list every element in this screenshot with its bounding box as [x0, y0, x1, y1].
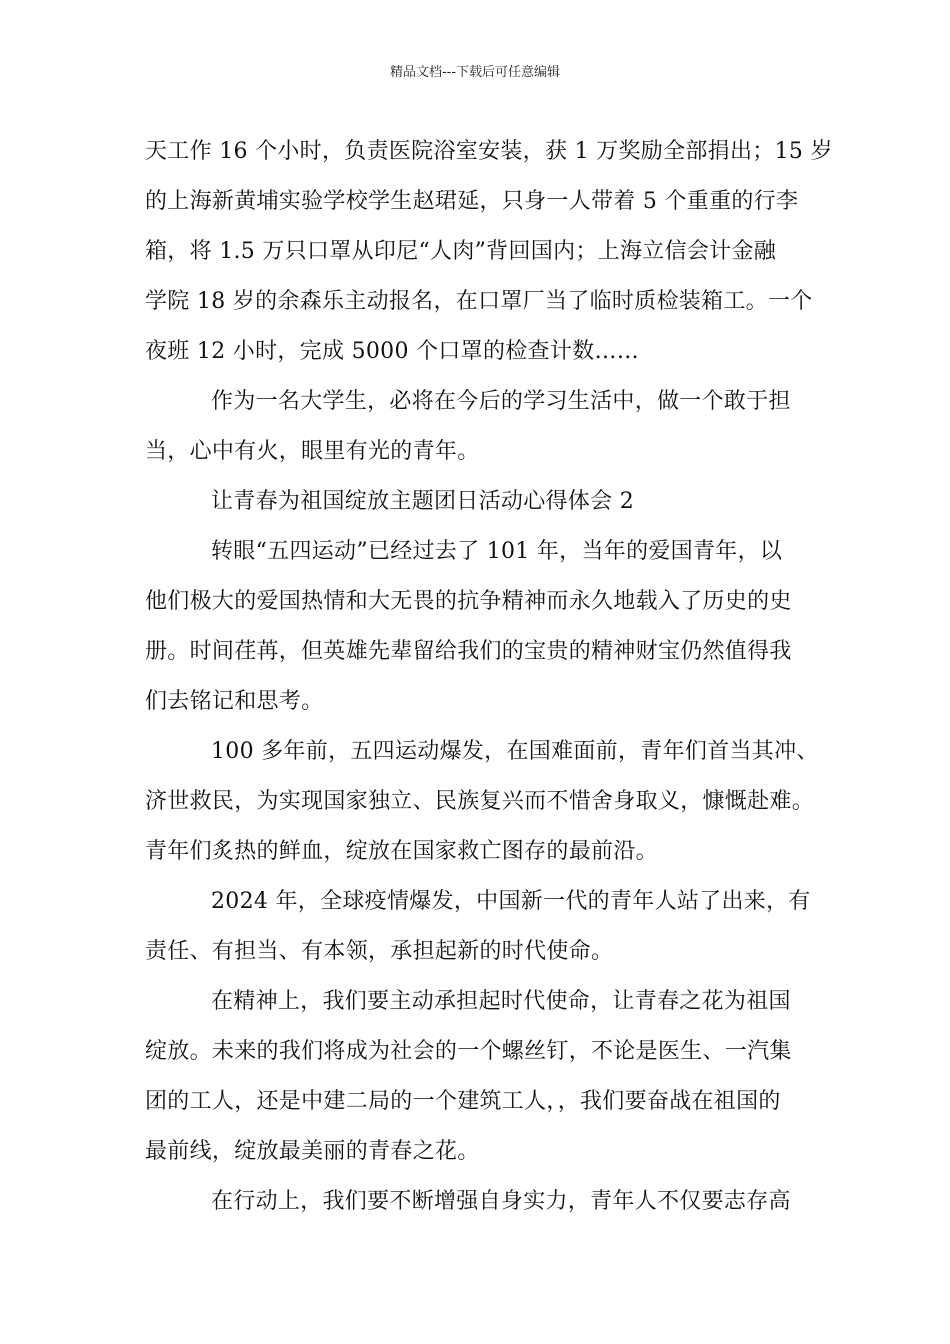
text-line: 箱，将 1.5 万只口罩从印尼“人肉”背回国内；上海立信会计金融 [145, 239, 777, 264]
paragraph-start-line: 在行动上，我们要不断增强自身实力，青年人不仅要志存高 [211, 1189, 791, 1214]
document-body [145, 127, 833, 1227]
section-heading: 让青春为祖国绽放主题团日活动心得体会 2 [211, 489, 634, 514]
text-line: 青年们炙热的鲜血，绽放在国家救亡图存的最前沿。 [145, 839, 658, 864]
text-line: 团的工人，还是中建二局的一个建筑工人，，我们要奋战在祖国的 [145, 1089, 781, 1114]
text-line: 最前线，绽放最美丽的青春之花。 [145, 1139, 480, 1164]
text-line: 天工作 16 个小时，负责医院浴室安装，获 1 万奖励全部捐出；15 岁 [145, 139, 833, 164]
text-line: 们去铭记和思考。 [145, 689, 324, 714]
text-line: 册。时间荏苒，但英雄先辈留给我们的宝贵的精神财宝仍然值得我 [145, 639, 792, 664]
text-line: 济世救民，为实现国家独立、民族复兴而不惜舍身取义，慷慨赴难。 [145, 789, 815, 814]
paragraph-start-line: 在精神上，我们要主动承担起时代使命，让青春之花为祖国 [211, 989, 791, 1014]
text-line: 他们极大的爱国热情和大无畏的抗争精神而永久地载入了历史的史 [145, 589, 792, 614]
paragraph-start-line: 转眼“五四运动”已经过去了 101 年，当年的爱国青年，以 [211, 539, 783, 564]
paragraph-start-line: 作为一名大学生，必将在今后的学习生活中，做一个敢于担 [211, 389, 791, 414]
paragraph-start-line: 100 多年前，五四运动爆发，在国难面前，青年们首当其冲、 [211, 739, 819, 764]
text-line: 学院 18 岁的余森乐主动报名，在口罩厂当了临时质检装箱工。一个 [145, 289, 813, 314]
text-line: 责任、有担当、有本领，承担起新的时代使命。 [145, 939, 614, 964]
text-line: 的上海新黄埔实验学校学生赵珺延，只身一人带着 5 个重重的行李 [145, 189, 799, 214]
text-line: 夜班 12 小时，完成 5000 个口罩的检查计数…… [145, 339, 640, 364]
paragraph-start-line: 2024 年，全球疫情爆发，中国新一代的青年人站了出来，有 [211, 889, 811, 914]
page-header: 精品文档---下载后可任意编辑 [389, 65, 561, 80]
text-line: 当，心中有火，眼里有光的青年。 [145, 439, 480, 464]
text-line: 绽放。未来的我们将成为社会的一个螺丝钉，不论是医生、一汽集 [145, 1039, 792, 1064]
